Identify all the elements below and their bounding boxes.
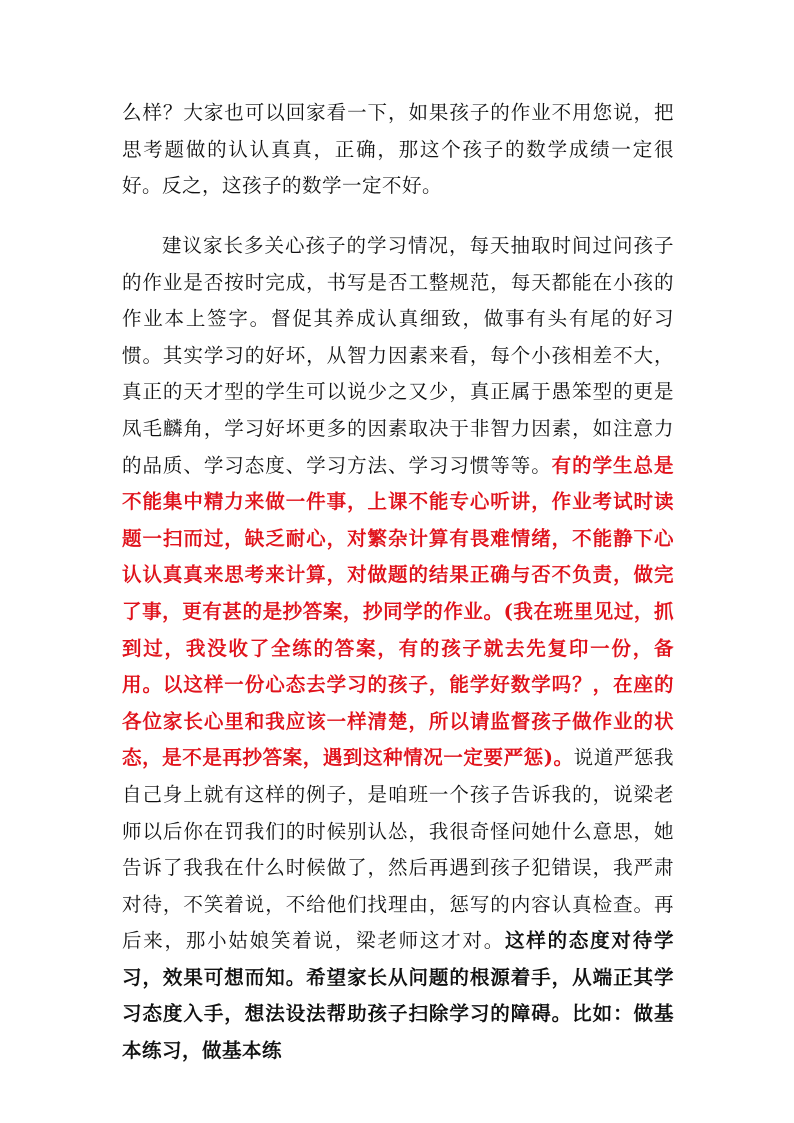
paragraph-1: 么样？大家也可以回家看一下，如果孩子的作业不用您说，把思考题做的认认真真，正确，那这个孩子的数学成绩一定很好。反之，这孩子的数学一定不好。 <box>122 101 674 198</box>
paragraph-2-red-emphasis: 有的学生总是不能集中精力来做一件事，上课不能专心听讲，作业考试时读题一扫而过，缺乏耐心，对繁杂计算有畏难情绪，不能静下心认认真真来思考来计算，对做题的结果正确与否不负责，做完了事，更有甚的是抄答案，抄同学的作业。(我在班里见过，抓到过，我没收了全练的答案，有的孩子就去先复印一份，备用。以这样一份心态去学习的孩子，能学好数学吗？，在座的各位家长心里和我应该一样清楚，所以请监督孩子做作业的状态，是不是再抄答案，遇到这种情况一定要严惩)。 <box>122 453 674 770</box>
paragraph-2-anecdote: 说道严惩我自己身上就有这样的例子，是咱班一个孩子告诉我的，说梁老师以后你在罚我们的时候别认怂，我很奇怪问她什么意思，她告诉了我我在什么时候做了，然后再遇到孩子犯错误，我严肃对待，不笑着说，不给他们找理由，惩写的内容认真检查。再后来，那小姑娘笑着说，梁老师这才对。 <box>122 746 674 953</box>
paragraph-2-intro: 建议家长多关心孩子的学习情况，每天抽取时间过问孩子的作业是否按时完成，书写是否工整规范，每天都能在小孩的作业本上签字。督促其养成认真细致，做事有头有尾的好习惯。其实学习的好坏，从智力因素来看，每个小孩相差不大，真正的天才型的学生可以说少之又少，真正属于愚笨型的更是凤毛麟角，学习好坏更多的因素取决于非智力因素，如注意力的品质、学习态度、学习方法、学习习惯等等。 <box>122 234 674 477</box>
paragraph-2 <box>122 228 674 1070</box>
paragraph-2-bold-emphasis: 这样的态度对待学习，效果可想而知。希望家长从问题的根源着手，从端正其学习态度入手，想法设法帮助孩子扫除学习的障碍。比如：做基本练习，做基本练 <box>122 929 674 1063</box>
